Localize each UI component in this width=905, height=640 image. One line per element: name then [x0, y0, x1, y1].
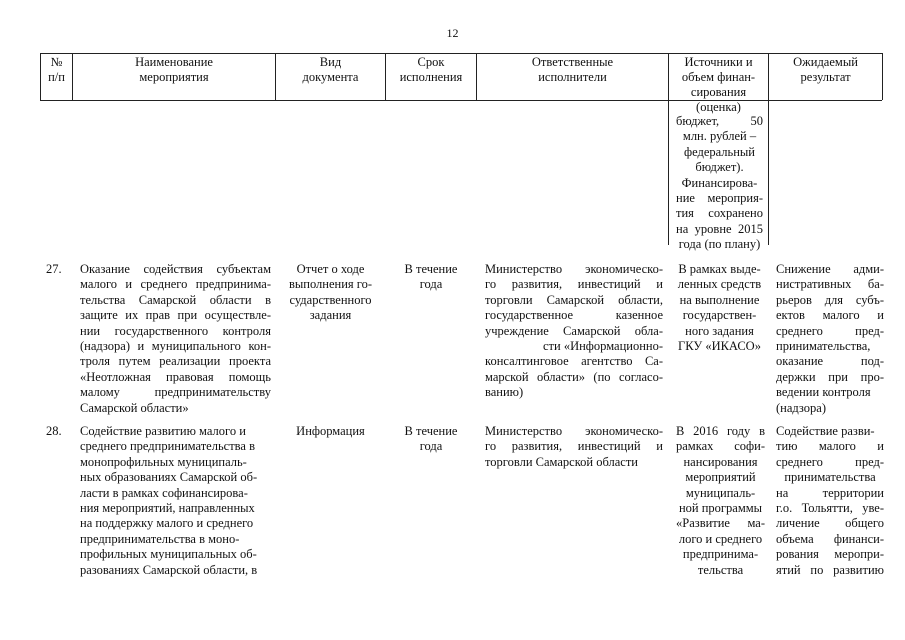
text-line: го развития, инвестиций и [485, 277, 663, 292]
text-line: учреждение Самарской обла- [485, 323, 663, 338]
text-line: В течение [404, 424, 458, 438]
row-28-executors [485, 424, 663, 470]
col-divider-7 [882, 53, 883, 100]
text-line: Содействие разви- [776, 424, 875, 438]
text-line: года [419, 277, 443, 292]
text-line: ние мероприя- [676, 191, 763, 206]
text-line: ных образованиях Самарской об- [80, 470, 258, 485]
text-line: Финансирова- [681, 175, 758, 190]
text-line: монопрофильных муниципаль- [80, 454, 247, 469]
text-line: Оказание содействия субъектам [80, 262, 271, 276]
text-line: нистративных ба- [776, 277, 884, 292]
text-line: млн. рублей – [682, 129, 757, 144]
text-line: Министерство экономическо- [485, 262, 663, 276]
text-line: тельства Самарской области в [80, 292, 271, 307]
text-line: на территории [776, 485, 884, 500]
text-line: рьеров для субъ- [776, 292, 884, 307]
carryover-funding [676, 114, 763, 253]
text-line: В течение [404, 262, 458, 276]
header-funding: Источники и объем финан- сирования (оценка) [681, 55, 756, 114]
text-line: на выполнение [679, 292, 760, 307]
row-28-doc-type [278, 424, 383, 439]
text-line: тельства [697, 562, 744, 577]
text-line: (надзора) и муниципального кон- [80, 339, 271, 354]
text-line: задания [309, 308, 352, 323]
text-line: ленных средств [677, 277, 762, 292]
text-line: «Неотложная правовая помощь [80, 369, 271, 384]
text-line: личение общего [776, 516, 884, 531]
text-line: торговли Самарской области, [485, 292, 663, 307]
text-line: малого и среднего предпринима- [80, 277, 271, 292]
row-27-num: 27. [46, 262, 62, 276]
row-27-name [80, 262, 271, 416]
text-line: принимательства, [776, 339, 871, 354]
text-line: государственное казенное [485, 308, 663, 323]
text-line: Информация [296, 424, 365, 438]
header-num: № п/п [48, 55, 65, 84]
text-line: тию малого и [776, 439, 884, 454]
text-line: разованиях Самарской области, в [80, 562, 258, 577]
text-line: (надзора) [776, 400, 826, 415]
text-line: предпринима- [682, 547, 759, 562]
text-line: ведении контроля [776, 385, 871, 400]
text-line: Снижение адми- [776, 262, 884, 276]
text-line: рамках софи- [676, 439, 765, 454]
text-line: сти «Информационно- [543, 339, 663, 354]
text-line: защите их прав при осуществле- [80, 308, 271, 323]
text-line: федеральный [683, 144, 755, 159]
row-27-doc-type [278, 262, 383, 324]
text-line: среднего пред- [776, 454, 884, 469]
text-line: на поддержку малого и среднего [80, 516, 254, 531]
text-line: выполнения го- [288, 277, 373, 292]
row-28-deadline [388, 424, 474, 455]
row-27-deadline [388, 262, 474, 293]
text-line: ГКУ «ИКАСО» [678, 339, 761, 354]
text-line: принимательства [784, 470, 876, 485]
row-28-funding [676, 424, 765, 578]
text-line: Отчет о ходе [296, 262, 365, 276]
row-28-name [80, 424, 271, 578]
text-line: держки при про- [776, 369, 884, 384]
row-27-funding [674, 262, 765, 354]
text-line: ной программы [678, 501, 763, 516]
text-line: ванию) [485, 385, 524, 400]
text-line: оказание под- [776, 354, 884, 369]
text-line: марской области» (по согласо- [485, 369, 663, 384]
text-line: нансирования [683, 454, 758, 469]
text-line: В рамках выде- [678, 262, 761, 276]
text-line: лого и среднего [678, 531, 763, 546]
text-line: В 2016 году в [676, 424, 765, 438]
text-line: муниципаль- [685, 485, 756, 500]
text-line: бюджет). [695, 160, 744, 175]
text-line: тия сохранено [676, 206, 763, 221]
text-line: консалтинговое агентство Са- [485, 354, 663, 369]
text-line: года [419, 439, 443, 454]
text-line: нии государственного контроля [80, 323, 271, 338]
text-line: профильных муниципальных об- [80, 547, 257, 562]
text-line: года (по плану) [678, 237, 761, 252]
text-line: Содействие развитию малого и [80, 424, 246, 438]
header-deadline: Срок исполнения [399, 55, 463, 84]
text-line: предпринимательства в моно- [80, 531, 240, 546]
text-line: среднего пред- [776, 323, 884, 338]
text-line: на уровне 2015 [676, 221, 763, 236]
row-27-executors [485, 262, 663, 401]
text-line: «Развитие ма- [676, 516, 765, 531]
header-doc-type: Вид документа [302, 55, 359, 84]
text-line: мероприятий [685, 470, 756, 485]
text-line: Самарской области» [80, 400, 189, 415]
text-line: государствен- [682, 308, 757, 323]
text-line: среднего предпринимательства в [80, 439, 255, 454]
text-line: объема финанси- [776, 531, 884, 546]
page-number: 12 [446, 26, 459, 40]
row-28-result [776, 424, 884, 578]
text-line: ласти в рамках софинансирова- [80, 485, 248, 500]
text-line: рования меропри- [776, 547, 884, 562]
text-line: торговли Самарской области [485, 454, 638, 469]
row-28-num: 28. [46, 424, 62, 438]
row-27-result [776, 262, 884, 416]
text-line: бюджет, 50 [676, 114, 763, 128]
text-line: троля путем реализации проекта [80, 354, 271, 369]
text-line: малому предпринимательству [80, 385, 271, 400]
table-top-border [40, 53, 882, 54]
text-line: Министерство экономическо- [485, 424, 663, 438]
header-name: Наименование мероприятия [135, 55, 213, 84]
text-line: сударственного [289, 292, 372, 307]
text-line: ектов малого и [776, 308, 884, 323]
text-line: г.о. Тольятти, уве- [776, 501, 884, 516]
header-executors: Ответственные исполнители [531, 55, 614, 84]
text-line: ния мероприятий, направленных [80, 501, 255, 516]
header-result: Ожидаемый результат [793, 55, 858, 84]
text-line: ятий по развитию [776, 562, 884, 577]
text-line: ного задания [685, 323, 754, 338]
text-line: го развития, инвестиций и [485, 439, 663, 454]
